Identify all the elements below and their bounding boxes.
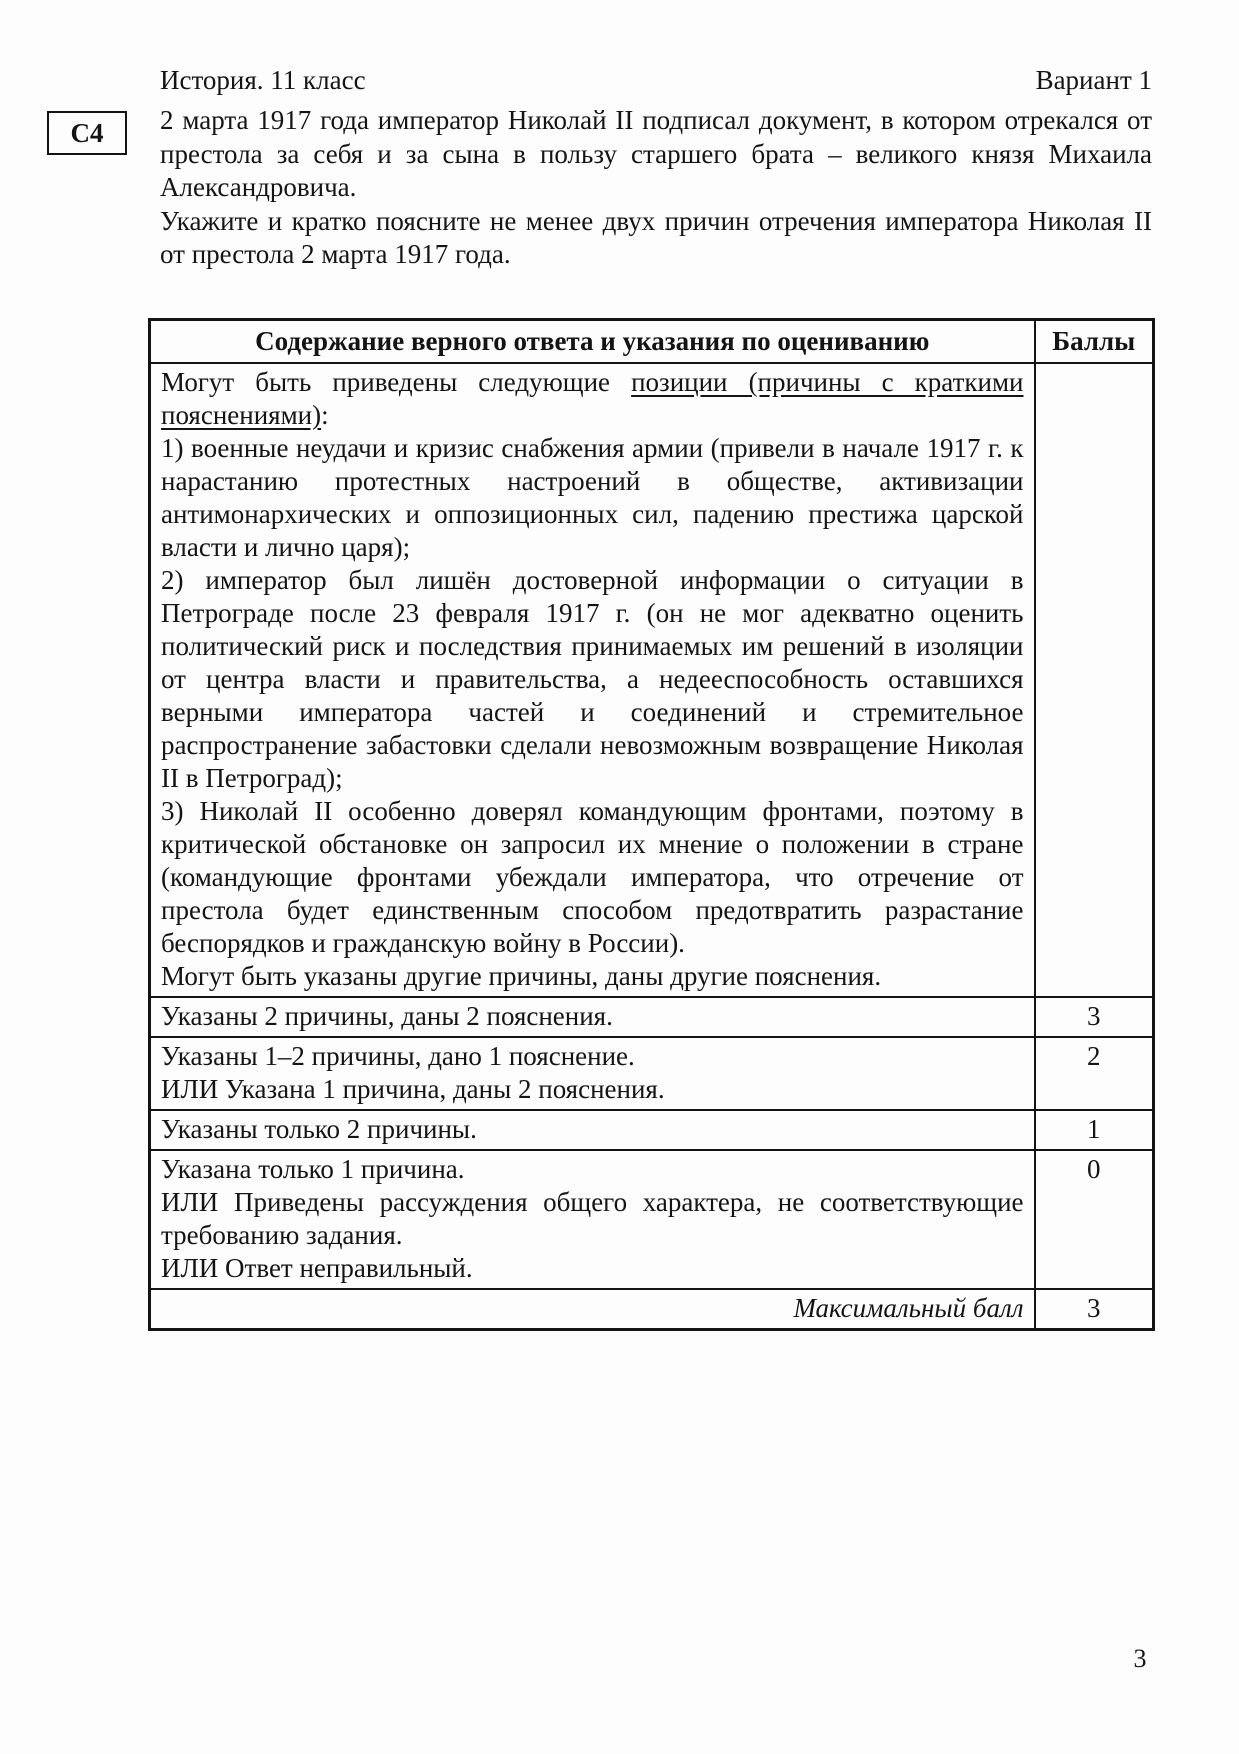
- task-statement: [160, 104, 1152, 272]
- rubric-criterion-row: [150, 1150, 1154, 1289]
- criterion-line: ИЛИ Указана 1 причина, даны 2 пояснения.: [161, 1074, 665, 1104]
- answer-note: Могут быть указаны другие причины, даны другие пояснения.: [161, 961, 882, 991]
- task-question-paragraph: Укажите и кратко поясните не менее двух причин отречения императора Николая II от престола 2 марта 1917 года.: [160, 205, 1152, 269]
- page-number: 3: [1133, 1644, 1147, 1673]
- rubric-header-points: Баллы: [1035, 320, 1154, 364]
- criterion-points: 1: [1035, 1110, 1154, 1150]
- criterion-cell: [150, 1037, 1035, 1110]
- criterion-points: 2: [1035, 1037, 1154, 1110]
- answer-intro: [161, 366, 1024, 432]
- rubric-header-content: Содержание верного ответа и указания по оцениванию: [150, 320, 1035, 364]
- rubric-criterion-row: [150, 997, 1154, 1037]
- rubric-answer-points-cell: [1035, 363, 1154, 997]
- task-statement-paragraph: 2 марта 1917 года император Николай II подписал документ, в котором отрекался от престола за себя и за сына в пользу старшего брата – великого князя Михаила Александровича.: [160, 105, 1152, 202]
- answer-item: 1) военные неудачи и кризис снабжения армии (привели в начале 1917 г. к нарастанию протестных настроений в обществе, активизации антимонархических и оппозиционных сил, падению престижа царской власти и лично царя);: [161, 433, 1024, 562]
- rubric-answer-row: [150, 363, 1154, 997]
- answer-intro-prefix: Могут быть приведены следующие: [161, 367, 632, 397]
- criterion-line: ИЛИ Приведены рассуждения общего характера, не соответствующие требованию задания.: [161, 1187, 1024, 1250]
- subject-grade-header: История. 11 класс: [160, 65, 366, 95]
- rubric-table: [148, 318, 1155, 1331]
- answer-item: 3) Николай II особенно доверял командующим фронтами, поэтому в критической обстановке он запросил их мнение о положении в стране (командующие фронтами убеждали императора, что отречение от престола будет единственным способом предотвратить разрастание беспорядков и гражданскую войну в России).: [161, 796, 1024, 958]
- max-score-value: 3: [1035, 1289, 1154, 1330]
- answer-item: 2) император был лишён достоверной информации о ситуации в Петрограде после 23 февраля 1917 г. (он не мог адекватно оценить политический риск и последствия принимаемых им решений в изоляции от центра власти и правительства, а недееспособность оставшихся верными императора частей и соединений и стремительное распространение забастовки сделали невозможным возвращение Николая II в Петроград);: [161, 565, 1024, 793]
- criterion-line: ИЛИ Ответ неправильный.: [161, 1253, 473, 1283]
- criterion-points: 0: [1035, 1150, 1154, 1289]
- answer-intro-underlined: позиции (причины с краткими пояснениями): [161, 367, 1024, 430]
- rubric-header-row: [150, 320, 1154, 364]
- criterion-points: 3: [1035, 997, 1154, 1037]
- criterion-line: Указаны 1–2 причины, дано 1 пояснение.: [161, 1041, 635, 1071]
- rubric-footer-row: [150, 1289, 1154, 1330]
- criterion-line: Указана только 1 причина.: [161, 1154, 465, 1184]
- criterion-line: Указаны 2 причины, даны 2 пояснения.: [161, 1001, 613, 1031]
- rubric-answer-cell: [150, 363, 1035, 997]
- variant-header: Вариант 1: [1035, 65, 1152, 95]
- rubric-criterion-row: [150, 1037, 1154, 1110]
- answer-intro-suffix: :: [321, 400, 329, 430]
- scoring-rubric: [148, 318, 1152, 1331]
- rubric-criterion-row: [150, 1110, 1154, 1150]
- criterion-line: Указаны только 2 причины.: [161, 1114, 477, 1144]
- max-score-label: Максимальный балл: [150, 1289, 1035, 1330]
- running-header: [160, 64, 1152, 97]
- criterion-cell: [150, 1110, 1035, 1150]
- task-label-box: [47, 111, 127, 155]
- criterion-cell: [150, 997, 1035, 1037]
- task-label: С4: [70, 117, 104, 148]
- criterion-cell: [150, 1150, 1035, 1289]
